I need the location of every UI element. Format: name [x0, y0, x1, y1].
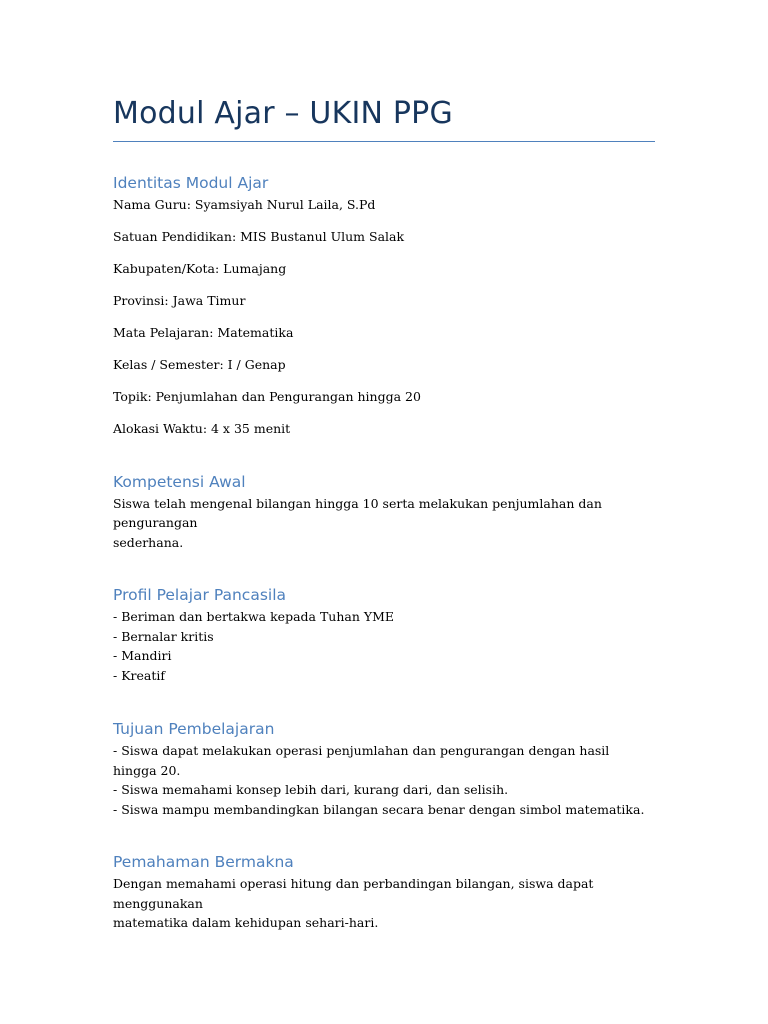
list-item: - Siswa memahami konsep lebih dari, kurang dari, dan selisih.: [113, 782, 509, 797]
section-heading-tujuan-pembelajaran: Tujuan Pembelajaran: [113, 720, 275, 738]
identitas-topik: Topik: Penjumlahan dan Pengurangan hingga 20: [113, 389, 421, 404]
section-heading-identitas: Identitas Modul Ajar: [113, 174, 269, 192]
identitas-provinsi: Provinsi: Jawa Timur: [113, 293, 246, 308]
section-heading-profil-pelajar: Profil Pelajar Pancasila: [113, 586, 287, 604]
paragraph-line: sederhana.: [113, 534, 184, 550]
paragraph-line: matematika dalam kehidupan sehari-hari.: [113, 915, 379, 930]
list-item: - Siswa dapat melakukan operasi penjumlahan dan pengurangan dengan hasil hingga 20.: [113, 743, 610, 778]
identitas-mata-pelajaran: Mata Pelajaran: Matematika: [113, 325, 294, 340]
pemahaman-bermakna-paragraph: [113, 874, 655, 933]
identitas-satuan-pendidikan: Satuan Pendidikan: MIS Bustanul Ulum Salak: [113, 229, 405, 244]
section-pemahaman-bermakna: [113, 852, 655, 933]
document-title: Modul Ajar – UKIN PPG: [113, 96, 453, 131]
list-item: - Beriman dan bertakwa kepada Tuhan YME: [113, 609, 395, 624]
section-identitas: [113, 173, 655, 439]
identitas-kabupaten-kota: Kabupaten/Kota: Lumajang: [113, 261, 287, 276]
identitas-list: [113, 195, 655, 439]
identitas-nama-guru: Nama Guru: Syamsiyah Nurul Laila, S.Pd: [113, 197, 376, 212]
list-item: - Mandiri: [113, 648, 172, 663]
tujuan-pembelajaran-list: [113, 741, 655, 819]
identitas-alokasi-waktu: Alokasi Waktu: 4 x 35 menit: [113, 421, 291, 436]
identitas-kelas-semester: Kelas / Semester: I / Genap: [113, 357, 286, 372]
title-underline: [113, 141, 655, 142]
list-item: - Kreatif: [113, 667, 166, 683]
profil-pelajar-list: [113, 607, 655, 685]
list-item: - Siswa mampu membandingkan bilangan secara benar dengan simbol matematika.: [113, 801, 645, 817]
paragraph-line: Dengan memahami operasi hitung dan perbandingan bilangan, siswa dapat menggunakan: [113, 876, 594, 911]
section-heading-kompetensi-awal: Kompetensi Awal: [113, 472, 246, 491]
kompetensi-awal-paragraph: [113, 494, 655, 553]
section-kompetensi-awal: [113, 472, 655, 553]
list-item: - Bernalar kritis: [113, 628, 214, 644]
section-heading-pemahaman-bermakna: Pemahaman Bermakna: [113, 853, 294, 871]
section-tujuan-pembelajaran: [113, 719, 655, 819]
paragraph-line: Siswa telah mengenal bilangan hingga 10 serta melakukan penjumlahan dan pengurangan: [113, 495, 602, 530]
section-profil-pelajar: [113, 585, 655, 685]
